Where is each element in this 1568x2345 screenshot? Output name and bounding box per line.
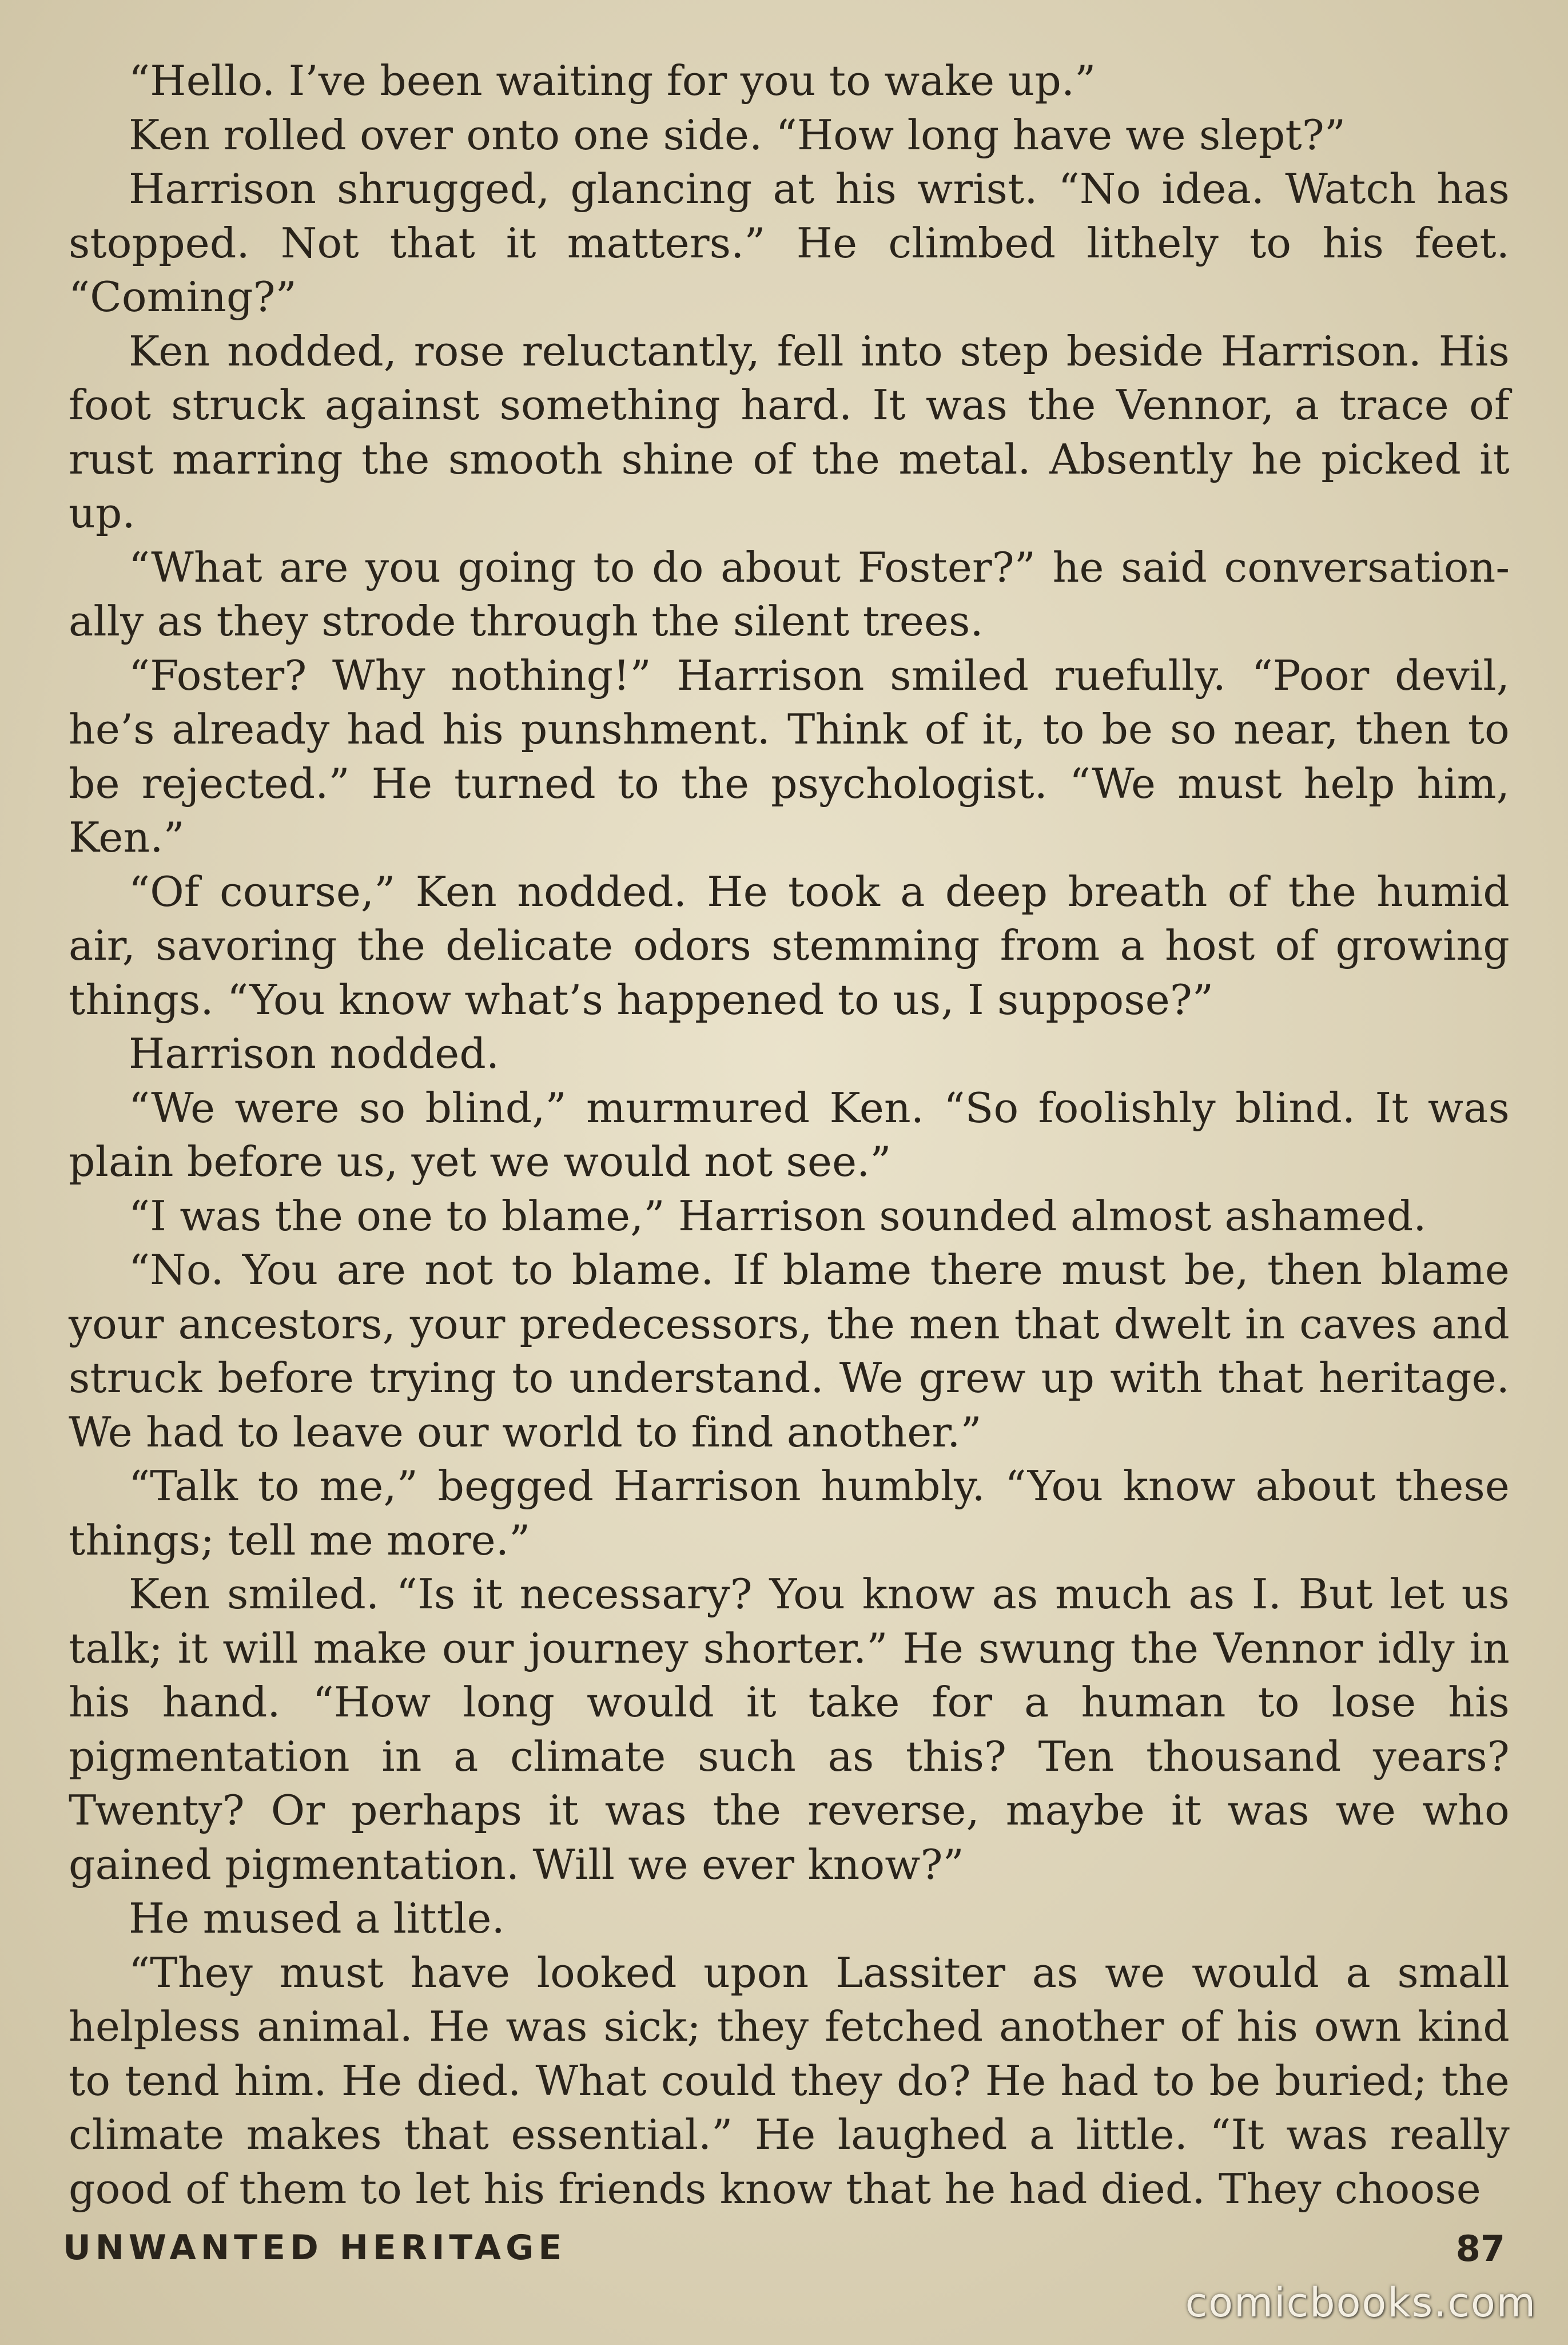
paragraph: Harrison nodded. (129, 1030, 500, 1078)
story-text (69, 54, 1510, 2216)
paragraph: “I was the one to blame,” Harrison sounded almost ashamed. (129, 1192, 1427, 1241)
paragraph: Ken smiled. “Is it necessary? You know as much as I. But let us talk; it will make our journey shorter.” He swung the Vennor idly in his hand. “How long would it take for a human to lose his pigmentation in a climate such as this? Ten thousand years? Twenty? Or perhaps it was the reverse, maybe it was we who gained pigmentation. Will we ever know?” (69, 1571, 1510, 1889)
paragraph: Harrison shrugged, glancing at his wrist. “No idea. Watch has stopped. Not that it matters.” He climbed lithely to his feet. “Coming?” (69, 165, 1510, 321)
running-footer-title: UNWANTED HERITAGE (63, 2228, 567, 2268)
paragraph: Ken rolled over onto one side. “How long have we slept?” (129, 111, 1346, 160)
source-watermark: comicbooks.com (1185, 2279, 1537, 2326)
paragraph: “We were so blind,” murmured Ken. “So foolishly blind. It was plain before us, yet we would not see.” (69, 1084, 1510, 1186)
paragraph: “What are you going to do about Foster?” he said conversationally as they strode through the silent trees. (69, 543, 1510, 646)
page-number: 87 (1455, 2228, 1505, 2270)
paragraph: “Talk to me,” begged Harrison humbly. “You know about these things; tell me more.” (69, 1462, 1510, 1565)
paragraph: “No. You are not to blame. If blame there must be, then blame your ancestors, your predecessors, the men that dwelt in caves and struck before trying to understand. We grew up with that heritage. We had to leave our world to find another.” (69, 1246, 1510, 1457)
paragraph: “They must have looked upon Lassiter as we would a small helpless animal. He was sick; they fetched another of his own kind to tend him. He died. What could they do? He had to be buried; the climate makes that essential.” He laughed a little. “It was really good of them to let his friends know that he had died. They choose (69, 1949, 1510, 2213)
paragraph: “Foster? Why nothing!” Harrison smiled ruefully. “Poor devil, he’s already had his punshment. Think of it, to be so near, then to be rejected.” He turned to the psychologist. “We must help him, Ken.” (69, 651, 1510, 862)
paragraph: Ken nodded, rose reluctantly, fell into step beside Harrison. His foot struck against something hard. It was the Vennor, a trace of rust marring the smooth shine of the metal. Absently he picked it up. (69, 327, 1510, 538)
paragraph: “Of course,” Ken nodded. He took a deep breath of the humid air, savoring the delicate odors stemming from a host of growing things. “You know what’s happened to us, I suppose?” (69, 868, 1510, 1024)
paragraph: “Hello. I’ve been waiting for you to wake up.” (129, 57, 1096, 105)
paragraph: He mused a little. (129, 1895, 505, 1943)
